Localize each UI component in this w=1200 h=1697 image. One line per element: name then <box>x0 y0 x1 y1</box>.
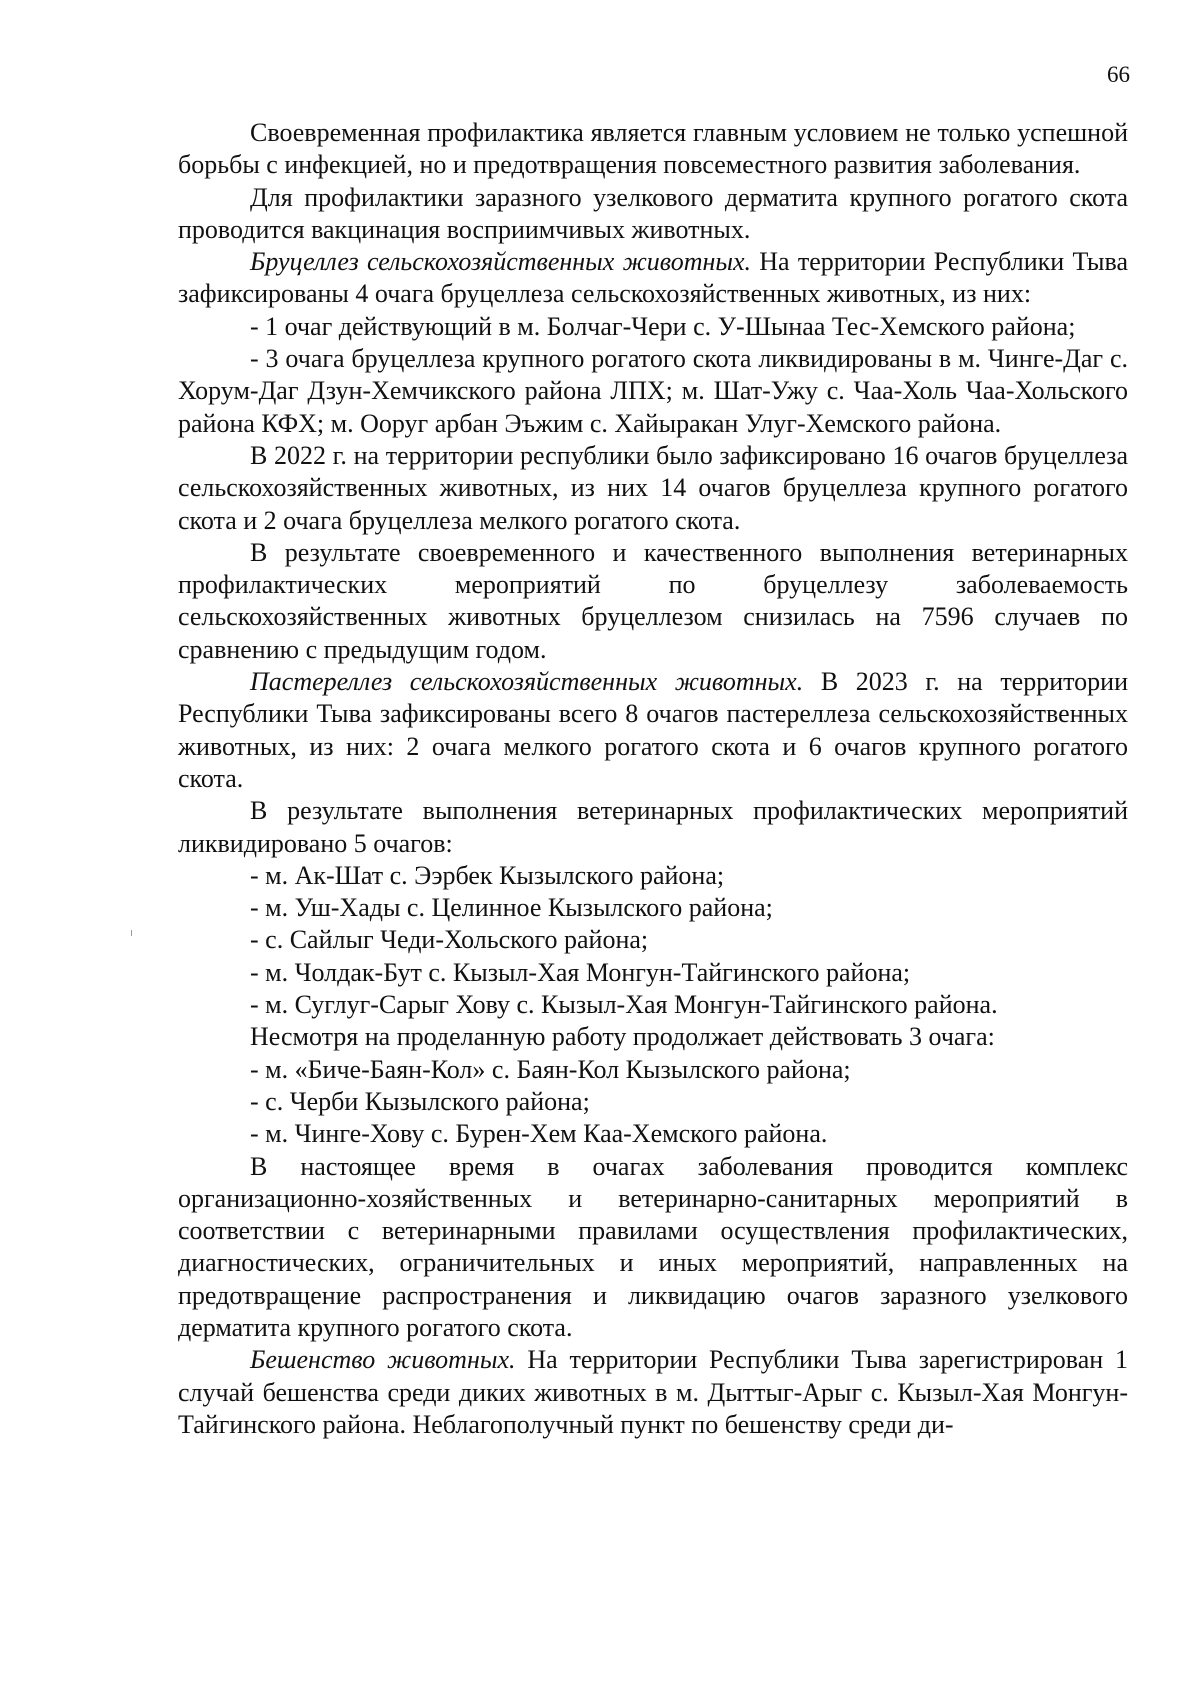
paragraph-2022-stats: В 2022 г. на территории республики было зафиксировано 16 очагов бруцеллеза сельскохозяйственных животных, из них 14 очагов бруцеллеза крупного рогатого скота и 2 очага бруцеллеза мелкого рогатого скота. <box>178 440 1128 535</box>
paragraph-rabies <box>178 1344 1128 1441</box>
paragraph-remaining-foci: Несмотря на проделанную работу продолжает действовать 3 очага: <box>250 1022 995 1052</box>
paragraph-liquidated-five: В результате выполнения ветеринарных профилактических мероприятий ликвидировано 5 очагов: <box>178 796 1128 858</box>
list-item: - м. Суглуг-Сарыг Хову с. Кызыл-Хая Монгун-Тайгинского района. <box>250 990 998 1020</box>
list-item: - с. Черби Кызылского района; <box>250 1086 590 1116</box>
rabies-heading: Бешенство животных. <box>250 1345 516 1375</box>
brucellosis-heading: Бруцеллез сельскохозяйственных животных. <box>250 247 752 277</box>
scan-mark <box>131 930 132 936</box>
paragraph-brucellosis <box>178 246 1128 311</box>
pasteurellosis-heading: Пастереллез сельскохозяйственных животных. <box>250 667 804 697</box>
paragraph-results: В результате своевременного и качественного выполнения ветеринарных профилактических мероприятий по бруцеллезу заболеваемость сельскохозяйственных животных бруцеллезом снизилась на 7596 случаев по сравнению с предыдущим годом. <box>178 537 1128 664</box>
list-item: - м. Уш-Хады с. Целинное Кызылского района; <box>250 893 773 923</box>
brucellosis-text: На территории Республики Тыва зафиксированы 4 очага бруцеллеза сельскохозяйственных животных, из них: <box>178 247 1128 309</box>
pasteurellosis-text: В 2023 г. на территории Республики Тыва зафиксированы всего 8 очагов пастереллеза сельскохозяйственных животных, из них: 2 очага мелкого рогатого скота и 6 очагов крупного рогатого скота. <box>178 667 1128 793</box>
paragraph-prevention: Своевременная профилактика является главным условием не только успешной борьбы с инфекцией, но и предотвращения повсеместного развития заболевания. <box>178 118 1128 180</box>
page-number: 66 <box>1107 62 1130 87</box>
list-item: - м. Чинге-Хову с. Бурен-Хем Каа-Хемского района. <box>250 1119 828 1149</box>
list-item: - м. «Биче-Баян-Кол» с. Баян-Кол Кызылского района; <box>250 1054 851 1084</box>
page-body <box>178 117 1128 1441</box>
paragraph-vaccination: Для профилактики заразного узелкового дерматита крупного рогатого скота проводится вакцинация восприимчивых животных. <box>178 182 1128 244</box>
paragraph-liquidated-foci: - 3 очага бруцеллеза крупного рогатого скота ликвидированы в м. Чинге-Даг с. Хорум-Даг Дзун-Хемчикского района ЛПХ; м. Шат-Ужу с. Чаа-Холь Чаа-Хольского района КФХ; м. Ооруг арбан Эъжим с. Хайыракан Улуг-Хемского района. <box>178 344 1128 438</box>
list-item: - м. Ак-Шат с. Ээрбек Кызылского района; <box>250 860 725 890</box>
list-item: - с. Сайлыг Чеди-Хольского района; <box>250 925 649 955</box>
paragraph-pasteurellosis <box>178 666 1128 795</box>
paragraph-measures: В настоящее время в очагах заболевания проводится комплекс организационно-хозяйственных и ветеринарно-санитарных мероприятий в соответствии с ветеринарными правилами осуществления профилактических, диагностических, ограничительных и иных мероприятий, направленных на предотвращение распространения и ликвидацию очагов заразного узелкового дерматита крупного рогатого скота. <box>178 1151 1128 1342</box>
paragraph-active-focus: - 1 очаг действующий в м. Болчаг-Чери с. У-Шынаа Тес-Хемского района; <box>250 311 1076 341</box>
rabies-text: На территории Республики Тыва зарегистрирован 1 случай бешенства среди диких животных в м. Дыттыг-Арыг с. Кызыл-Хая Монгун-Тайгинского района. Неблагополучный пункт по бешенству среди ди- <box>178 1345 1128 1439</box>
list-item: - м. Чолдак-Бут с. Кызыл-Хая Монгун-Тайгинского района; <box>250 957 911 987</box>
